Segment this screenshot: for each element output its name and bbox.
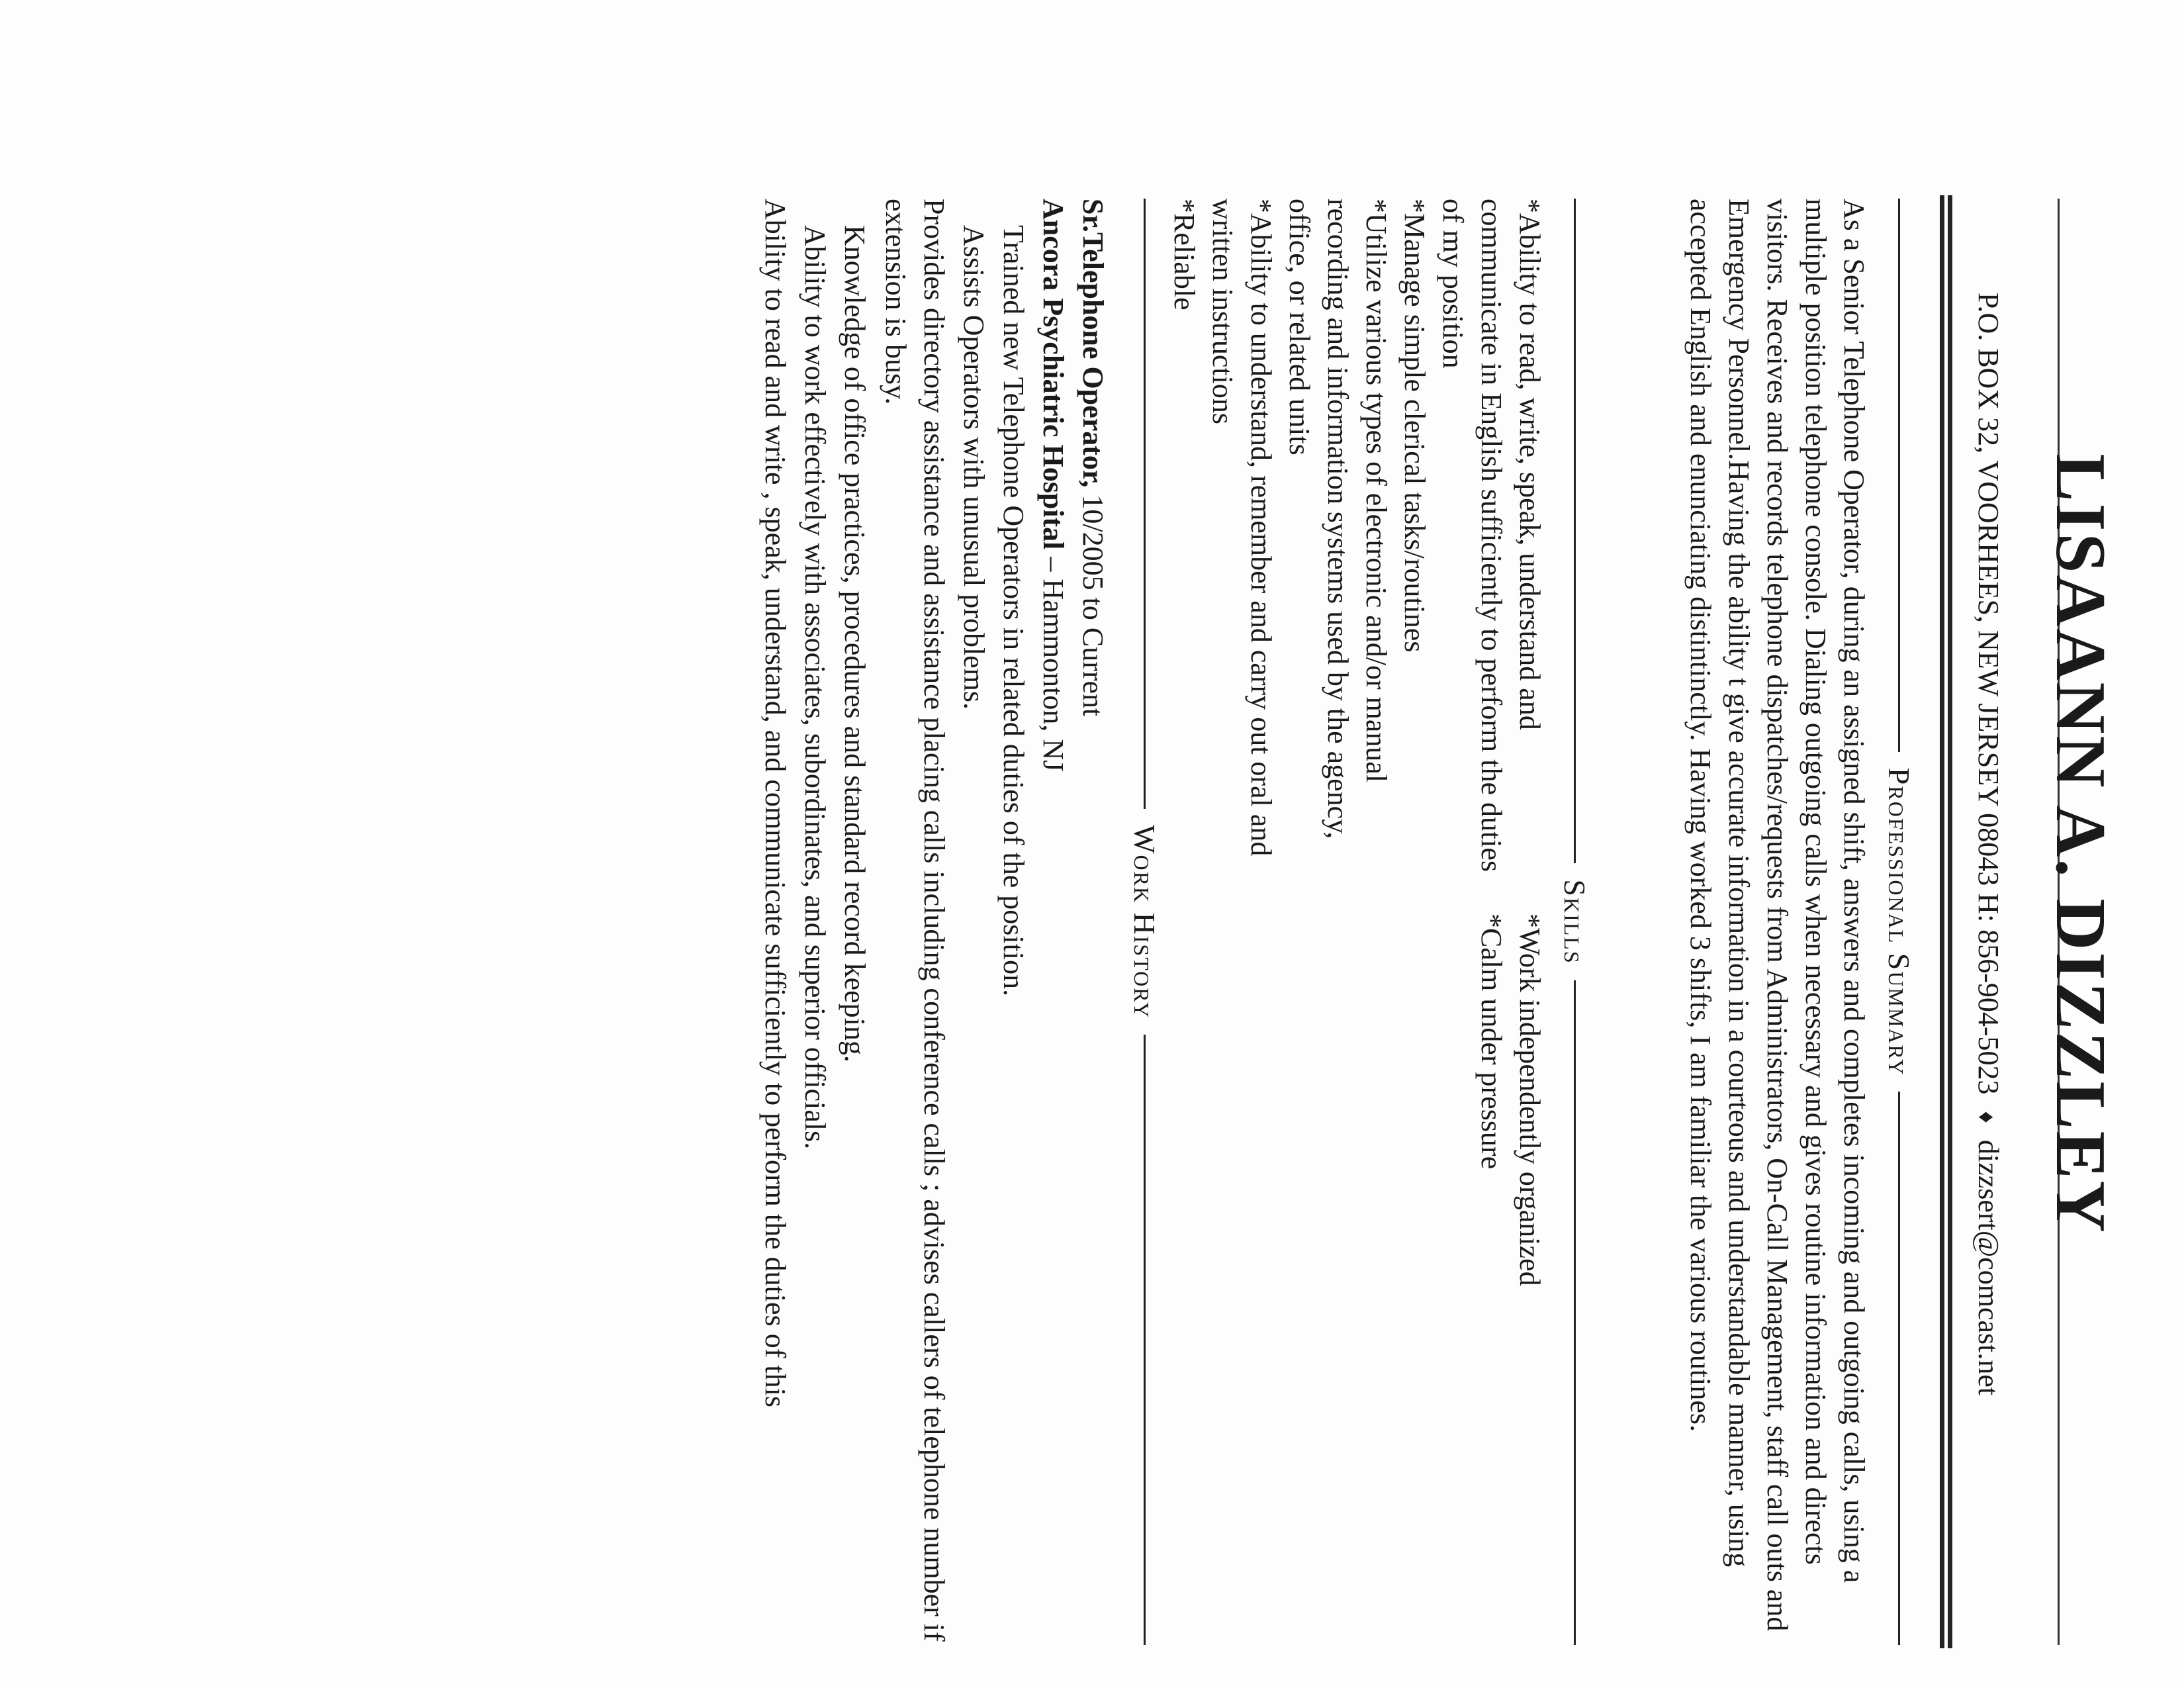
resume-name: LISAANN A. DIZZLEY	[2041, 453, 2120, 1235]
contact-address: P.O. BOX 32, VOORHEES, NEW JERSEY 08043 H: 856-904-5023	[1972, 292, 2005, 1095]
duty-item: Ability to read and write , speak, understand, and communicate sufficiently to perform the duties of this	[759, 199, 792, 1407]
skill-item: *Ability to read, write, speak, understand and communicate in English sufficiently to perform the duties of my position	[1437, 199, 1546, 872]
skill-item: *Ability to understand, remember and carry out oral and written instructions	[1206, 199, 1277, 857]
skills-heading-label: Skills	[1558, 879, 1592, 964]
skills-right-column	[1472, 914, 1549, 1456]
skill-item: *Work independently organized	[1514, 914, 1546, 1286]
job-title-line	[1073, 199, 1112, 1258]
skill-item: *Manage simple clerical tasks/routines	[1398, 199, 1431, 653]
heading-rule-left	[1574, 199, 1576, 863]
summary-paragraph: As a Senior Telephone Operator, during an assigned shift, answers and completes incoming and outgoing calls, using a multiple position telephone console. Dialing outgoing calls when necessary and gives routine information and directs visitors. Receives and records telephone dispatches/requests from Administrators, On-Call Management, staff call outs and Emergency Personnel.Having the ability t give accurate information in a courteous and understandable manner, using accepted English and enunciating distintinctly. Having worked 3 shifts, I am familiar the various routines.	[1684, 199, 1870, 1632]
duty-item: Provides directory assistance and assistance placing calls including conference calls ; advises callers of telephone number if extension is busy.	[880, 199, 950, 1642]
header-double-rule-top	[1948, 195, 1952, 1648]
skills-left-column	[1165, 199, 1549, 894]
duty-item: Assists Operators with unusual problems.	[958, 225, 990, 710]
contact-line	[1972, 0, 2005, 1688]
duty-item: Trained new Telephone Operators in related duties of the position.	[997, 225, 1030, 997]
heading-rule-left	[1144, 199, 1146, 809]
duty-item: Ability to work effectively with associates, subordinates, and superior officials.	[799, 225, 831, 1150]
employer-line	[1034, 199, 1072, 1258]
job-title: Sr.Telephone Operator,	[1077, 199, 1109, 488]
heading-rule-right	[1574, 980, 1576, 1645]
heading-rule-right	[1144, 1035, 1146, 1645]
diamond-bullet-icon: ♦	[1974, 1111, 2000, 1123]
contact-email: dizzsert@comcast.net	[1972, 1139, 2005, 1396]
summary-heading-label: Professional Summary	[1882, 767, 1917, 1076]
work-heading-label: Work History	[1128, 825, 1162, 1019]
employer-location: – Hammonton, NJ	[1037, 549, 1069, 772]
skill-item: *Calm under pressure	[1475, 914, 1508, 1170]
heading-rule-right	[1899, 1092, 1901, 1645]
skill-item: *Reliable	[1168, 199, 1201, 310]
summary-section-heading	[1880, 199, 1919, 1645]
skill-item: *Utilize various types of electronic and/or manual recording and information systems used by the agency, office, or related units	[1283, 199, 1392, 839]
job-dates: 10/2005 to Current	[1077, 487, 1109, 717]
work-history-section-heading	[1125, 199, 1165, 1645]
heading-rule-left	[1899, 199, 1901, 752]
duty-item: Knowledge of office practices, procedures and standard record keeping.	[839, 225, 871, 1062]
header-double-rule-bottom	[1940, 195, 1944, 1648]
employer-name: Ancora Psychiatric Hospital	[1037, 199, 1069, 550]
skills-section-heading	[1555, 199, 1595, 1645]
